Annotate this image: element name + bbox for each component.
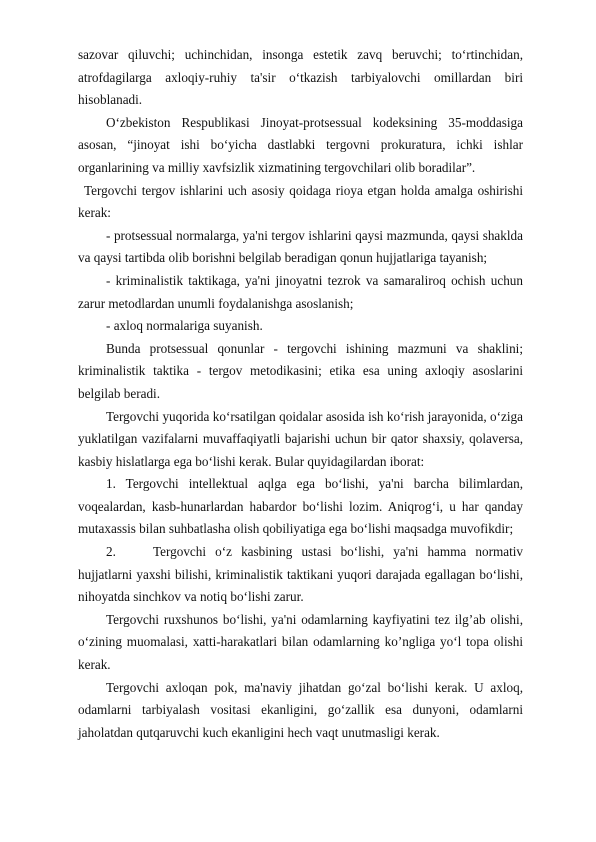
list-item-forensic-tactics: - kriminalistik taktikaga, ya'ni jinoyatni tezrok va samaraliroq ochish uchun zarur metodlardan unumli foydalanishga asoslanish; (78, 272, 523, 311)
numbered-item-2-number: 2. (106, 544, 116, 560)
list-item-procedural-norms: - protsessual normalarga, ya'ni tergov ishlarini qaysi mazmunda, qaysi shaklda va qaysi tartibda olib borishni belgilab beradigan qonun hujjatlariga tayanish; (78, 227, 523, 266)
paragraph-7: Bunda protsessual qonunlar - tergovchi ishining mazmuni va shaklini; kriminalistik taktika - tergov metodikasini; etika esa uning axloqiy asoslarini belgilab beradi. (78, 340, 523, 401)
numbered-item-1: 1. Tergovchi intellektual aqlga ega bo‘lishi, ya'ni barcha bilimlardan, voqealardan, kasb-hunarlardan habardor bo‘lishi lozim. Aniqrog‘i, u har qanday mutaxassis bilan suhbatlasha olish qobiliyatiga ega bo‘lishi maqsadga muvofikdir; (78, 476, 523, 537)
paragraph-3: Tergovchi tergov ishlarini uch asosiy qoidaga rioya etgan holda amalga oshirishi kerak: (78, 182, 523, 221)
paragraph-11: Tergovchi ruxshunos bo‘lishi, ya'ni odamlarning kayfiyatini tez ilg’ab olishi, o‘zining muomalasi, xatti-harakatlari bilan odamlarning ko’ngliga yo‘l topa olishi kerak. (78, 611, 523, 673)
paragraph-1: sazovar qiluvchi; uchinchidan, insonga estetik zavq beruvchi; to‘rtinchidan, atrofdagilarga axloqiy-ruhiy ta'sir o‘tkazish tarbiyalovchi omillardan biri hisoblanadi. (78, 47, 523, 108)
paragraph-2: O‘zbekiston Respublikasi Jinoyat-protsessual kodeksining 35-moddasiga asosan, “jinoyat ishi bo‘yicha dastlabki tergovni prokuratura, ichki ishlar organlarining va milliy xavfsizlik xizmatining tergovchilari olib boradilar”. (78, 114, 523, 175)
numbered-item-2-text: Tergovchi o‘z kasbining ustasi bo‘lishi, ya'ni hamma normativ hujjatlarni yaxshi bilishi, kriminalistik taktikani yuqori darajada egallagan bo‘lishi, nihoyatda sinchkov va notiq bo‘lishi zarur. (78, 544, 523, 605)
paragraph-8: Tergovchi yuqorida ko‘rsatilgan qoidalar asosida ish ko‘rish jarayonida, o‘ziga yuklatilgan vazifalarni muvaffaqiyatli bajarishi uchun bir qator shaxsiy, qolaversa, kasbiy hislatlarga ega bo‘lishi kerak. Bular quyidagilardan iborat: (78, 408, 523, 469)
numbered-item-2 (78, 541, 523, 609)
document-page (78, 44, 523, 744)
paragraph-12: Tergovchi axloqan pok, ma'naviy jihatdan go‘zal bo‘lishi kerak. U axloq, odamlarni tarbiyalash vositasi ekanligini, go‘zallik esa dunyoni, odamlarni jaholatdan qutqaruvchi kuch ekanligini hech vaqt unutmasligi kerak. (78, 679, 523, 740)
list-item-moral-norms: - axloq normalariga suyanish. (106, 318, 263, 334)
